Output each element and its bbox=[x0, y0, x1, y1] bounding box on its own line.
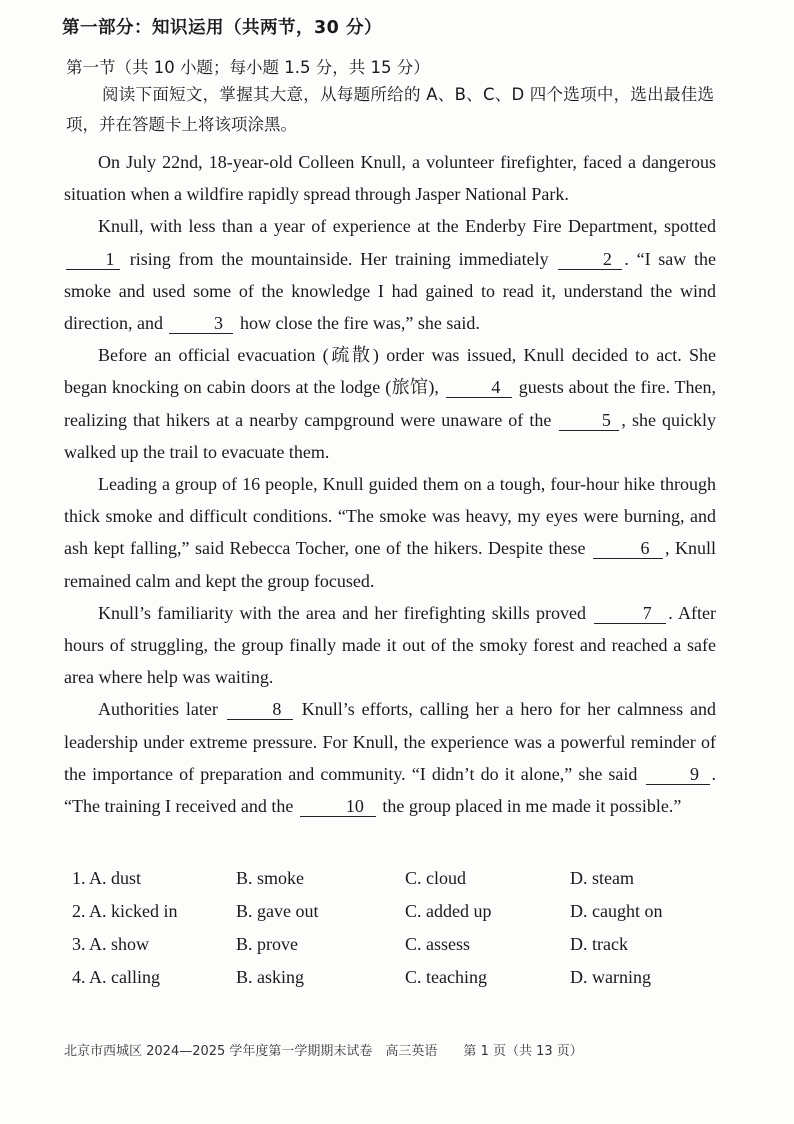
option-b: B. gave out bbox=[236, 901, 319, 921]
option-c: C. teaching bbox=[405, 967, 487, 987]
text-segment: Before an official evacuation (疏散) order was issued, Knull decided to act. She began knocking on cabin doors at the lodge (旅馆), bbox=[64, 345, 716, 398]
text-segment: , she quickly walked up the trail to evacuate them. bbox=[64, 409, 716, 462]
text-segment: guests about the fire. Then, realizing that hikers at a nearby campground were unaware of the bbox=[64, 377, 717, 430]
reading-passage bbox=[64, 146, 716, 822]
option-b: B. asking bbox=[236, 967, 305, 987]
paragraph-5 bbox=[64, 597, 716, 694]
text-segment: Knull’s efforts, calling her a hero for her calmness and leadership under extreme pressure. For Knull, the experience was a powerful reminder of the importance of preparation and community. “I didn’t do it alone,” she said bbox=[64, 699, 717, 784]
blank-1: 1 bbox=[66, 249, 120, 270]
text-segment: Knull’s familiarity with the area and her firefighting skills proved bbox=[98, 602, 587, 623]
text-segment: the group placed in me made it possible.” bbox=[382, 796, 682, 817]
blank-7: 7 bbox=[594, 603, 666, 624]
blank-3: 3 bbox=[169, 313, 233, 334]
section-title: 第一节（共 10 小题；每小题 1.5 分，共 15 分） bbox=[66, 58, 430, 77]
part-title: 第一部分：知识运用（共两节，30 分） bbox=[62, 18, 382, 38]
blank-9: 9 bbox=[646, 764, 710, 785]
text-segment: Leading a group of 16 people, Knull guided them on a tough, four-hour hike through thick smoke and difficult conditions. “The smoke was heavy, my eyes were burning, and ash kept falling,” said Rebecca Tocher, one of the hikers. Despite these bbox=[64, 474, 716, 559]
blank-2: 2 bbox=[558, 249, 622, 270]
instructions: 阅读下面短文，掌握其大意，从每题所给的 A、B、C、D 四个选项中，选出最佳选项，并在答题卡上将该项涂黑。 bbox=[66, 85, 714, 134]
paragraph-3 bbox=[64, 339, 716, 468]
page-footer: 北京市西城区 2024—2025 学年度第一学期期末试卷 高三英语 第 1 页（共 13 页） bbox=[64, 1044, 583, 1059]
text-segment: Knull, with less than a year of experience at the Enderby Fire Department, spotted bbox=[98, 216, 716, 237]
option-c: C. added up bbox=[405, 901, 492, 921]
option-a: 3. A. show bbox=[72, 934, 150, 954]
option-c: C. cloud bbox=[405, 868, 466, 888]
option-d: D. warning bbox=[570, 967, 651, 987]
paragraph-1: On July 22nd, 18-year-old Colleen Knull, a volunteer firefighter, faced a dangerous situation when a wildfire rapidly spread through Jasper National Park. bbox=[64, 152, 716, 205]
text-segment: . “The training I received and the bbox=[64, 763, 716, 817]
blank-10: 10 bbox=[300, 796, 376, 817]
paragraph-4 bbox=[64, 468, 716, 597]
option-row bbox=[72, 934, 732, 967]
option-row bbox=[72, 868, 732, 901]
option-d: D. caught on bbox=[570, 901, 663, 921]
text-segment: Authorities later bbox=[98, 699, 218, 720]
text-segment: , Knull remained calm and kept the group focused. bbox=[64, 538, 716, 591]
option-a: 1. A. dust bbox=[72, 868, 142, 888]
paragraph-6 bbox=[64, 693, 716, 822]
option-row bbox=[72, 901, 732, 934]
text-segment: . “I saw the smoke and used some of the knowledge I had gained to read it, understand the wind direction, and bbox=[64, 248, 717, 334]
option-d: D. track bbox=[570, 934, 628, 954]
blank-5: 5 bbox=[559, 410, 619, 431]
blank-4: 4 bbox=[446, 377, 512, 398]
text-segment: how close the fire was,” she said. bbox=[239, 313, 480, 334]
blank-6: 6 bbox=[593, 538, 663, 559]
paragraph-2 bbox=[64, 210, 716, 339]
option-row bbox=[72, 967, 732, 1000]
option-c: C. assess bbox=[405, 934, 471, 954]
answer-options bbox=[72, 868, 732, 1000]
option-d: D. steam bbox=[570, 868, 634, 888]
option-b: B. prove bbox=[236, 934, 298, 954]
option-a: 2. A. kicked in bbox=[72, 901, 178, 921]
text-segment: . After hours of struggling, the group finally made it out of the smoky forest and reached a safe area where help was waiting. bbox=[64, 602, 717, 688]
blank-8: 8 bbox=[227, 699, 293, 720]
option-a: 4. A. calling bbox=[72, 967, 160, 987]
option-b: B. smoke bbox=[236, 868, 305, 888]
text-segment: rising from the mountainside. Her training immediately bbox=[129, 248, 549, 269]
